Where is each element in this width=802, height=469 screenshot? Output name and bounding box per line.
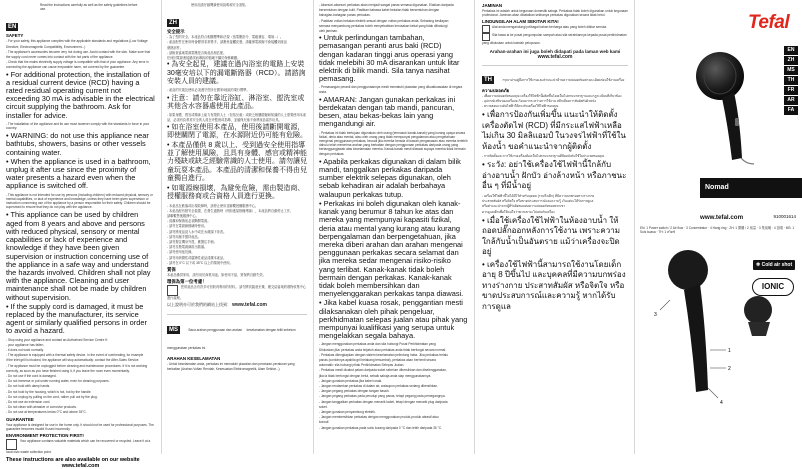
tab-fr[interactable]: FR [784, 86, 798, 95]
env-title: 環保為第一位考慮！ [167, 279, 207, 285]
tab-th[interactable]: TH [784, 76, 798, 85]
part-label-2: 2 [728, 366, 731, 372]
jaminan-title: JAMINAN [482, 3, 503, 8]
website-link[interactable]: www.tefal.com [232, 302, 267, 309]
lang-tag-zh: ZH [169, 20, 177, 27]
bathroom-warning: • When the appliance is used in a bathroom, unplug it after use since the proximity of water presents a hazard even when the appliance is switched off. [6, 156, 151, 191]
ionic-badge: IONIC [752, 278, 794, 296]
part-label-1: 1 [728, 348, 731, 354]
doc-code: 910001614 [773, 214, 796, 219]
top-note: 使用前請仔細閱讀使用說明和安全須知。 [191, 3, 249, 7]
th-safety-title: ความปลอดภัย [482, 87, 510, 93]
env-text-2: Sila bawa ia ke pusat pengumpulan sampah atau sila serahkannya kepada pusat perkhidmatan yang diluluskan untuk kaedah pelupusan. [482, 33, 627, 46]
rcd-warning: • 為安全起見，建議在過內浴室的電路上安裝30毫安培以下的漏電斷路器（RCD）。請諮詢安裝人員的建議。 [167, 61, 306, 86]
bathroom-warning: • Apabila perkakas digunakan di dalam bilik mandi, tanggalkan perkakas daripada sumber elektrik selepas digunakan, oleh sebab kehadiran air adalah berbahaya walaupun perkakas tutup. [319, 156, 461, 199]
top-note: Read the instructions carefully as well as the safety guidelines before use. [40, 3, 138, 12]
lang-tag-ms: MS [169, 327, 178, 334]
guarantee-text: Your appliance is designed for use in the home only. It should not be used for professional purposes. The guarantee becomes invalid if used incorrectly. [6, 422, 154, 431]
tab-zh[interactable]: ZH [784, 56, 798, 65]
guarantee-title: GUARANTEE [6, 416, 34, 422]
water-warning: • WARNING: do not use this appliance near bathtubs, showers, basins or other vessels containing water. [6, 131, 149, 157]
recycle-icon [482, 25, 490, 33]
guarantee-title: 質保 [167, 266, 176, 272]
water-warning: • AMARAN: Jangan gunakan perkakas ini berdekatan dengan tab mandi, pancuran, besen, atau bekas-bekas lain yang mengandungi air. [319, 94, 456, 129]
guarantee-text: 本產品僅供家用，請勿用於商業用途。如使用不當，質保將自動失效。 [167, 272, 266, 277]
install-note: - The installation of the appliance and its use must however comply with the standards in force in your country. [6, 121, 150, 131]
cold-air-badge: ❄ Cold air shot [753, 260, 795, 270]
env-text: 您的產品含有許多可回收再利用的材料。 請勿將其隨意丟棄，應交給當地的廢物收集中心進行處理。 [167, 285, 307, 301]
tail-text: - Jangan menggunakan perkakas anda dan sila hubungi Pusat Perkhidmatan yang Diluluskan jika: perkakas anda terjatuh atau perkakas anda tidak berfungsi secara normal. - Perkakas dilengkapkan dengan sistem keselamatan pelindung haba. Jika perkakas terlalu panas (contohnya apabila gril belakang tersumbat), perkakas akan berhenti secara automatik: sila hubungi pihak Perkhidmatan Selepas Jualan. - Perkakas mesti dicabut palam daripada soket sebelum dibersihkan dan diselenggarakan, jika ia tidak berfungsi dengan betul, sebaik sahaja anda siap menggunakannya. - Jangan gunakan perkakas jika kabel rosak. - Jangan rendamkan perkakas di dalam air, walaupun perkakas sedang dibersihkan. - Jangan pegang perkakas dengan tangan basah. - Jangan pegang perkakas pada penutup yang panas, tetapi pegang pada pemegangnya. - Jangan tanggalkan perkakas dengan menarik kabel, tetapi dengan menarik plug daripada soket. - Jangan gunakan penyambung elektrik. - Jangan membersihkan perkakas dengan menggunakan produk-produk abrasif atau korosif. - Jangan gunakan perkakas pada suhu kurang daripada 0 °C dan lebih daripada 35 °C. [319, 342, 448, 430]
children-note: - Perkakas ini tidak bertujuan digunakan oleh orang (termasuk kanak-kanak) yang kurang upaya secara fizikal, deria atau mental, atau oleh orang yang tidak mempunyai pengalaman atau pengetahuan mengenai penggunaan perkakas, kecuali jika mereka berada di bawah pengawasan atau mereka terlebih dahulu telah menerima arahan yang berkaitan dengan penggunaan perkakas daripada orang yang bertanggungjawab atas keselamatan mereka. Kanak-kanak mesti diawasi supaya mereka tidak bermain dengan perkakas. [319, 130, 468, 156]
recycle-icon [167, 285, 178, 296]
th-header: TH กรุณาอ่านคู่มือการใช้งานและคำแนะนำด้านความปลอดภัยอย่างละเอียดก่อนใช้งานเครื่อง [482, 65, 628, 86]
rcd-warning: • เพื่อการป้องกันเพิ่มขึ้น แนะนำให้ติดตั้งเครื่องตัดไฟ (RCD) ที่มีกระแสไฟฟ้าเหลือไม่เกิน 30 มิลลิแอมป์ ในวงจรไฟฟ้าที่ใช้ในห้องน้ำ ขอคำแนะนำจากผู้ติดตั้ง [482, 110, 626, 151]
model-name: Nomad [700, 178, 802, 198]
ms-intro: - Untuk keselamatan anda, perkakas ini mematuhi piawaian dan peraturan-peraturan yang berkaitan (Arahan Voltan Rendah, Kesesuaian Elektromagnetik, Alam Sekitar...). [167, 362, 295, 371]
snowflake-icon: ❄ [756, 262, 762, 268]
env-title: ENVIRONMENT PROTECTION FIRST! [6, 432, 84, 438]
tab-en[interactable]: EN [784, 46, 798, 55]
rcd-warning: • For additional protection, the installation of a residual current device (RCD) having a rated residual operating current not exceeding 30 mA is advisable in the electrical circuit supplying the bathroom. Ask for installer for advice. [6, 69, 155, 120]
parts-legend: EN: 1 Power switch / 2 Air flow · 3 Concentrator · 4 Hang ring · ZH: 1 開關 / 2 風量 · 3 集風嘴 · 4 掛環 · MS: 1 Suis kuasa · TH: 1 สวิตช์ [640, 226, 795, 235]
bathroom-warning: • 如在浴室使用本產品，使用後請斷開電源，即使關閉了電源，在水源附近仍可能有危險。 [167, 123, 307, 140]
cord-warning: • If the supply cord is damaged, it must be replaced by the manufacturer, its service agent or similarly qualified persons in order to avoid a hazard. [6, 301, 147, 336]
water-warning: • 注意：請勿在靠近浴缸、淋浴室、盥洗室或其他含水容器處使用此產品。 [167, 94, 305, 111]
website-link[interactable]: www.tefal.com [61, 463, 100, 469]
safety-title: SAFETY [6, 33, 24, 39]
info-line: Arahan-arahan ini juga boleh didapati pada laman web kami [489, 48, 621, 54]
age8-warning: • 本產品僅供 8 歲以上、受到過安全使用指導並了解使用風險，且具有身體、感官或精神能力殘缺或缺乏經驗常識的人士使用。請勿讓兒童玩耍本產品。本產品的清潔和保養不得由兒童獨自進行。 [167, 141, 307, 183]
brand-logo: Tefal [748, 12, 790, 33]
lang-tag-th: TH [484, 76, 492, 83]
install-note: - การติดตั้งและการใช้งานเครื่องต้องเป็นไปตามมาตรฐานที่มีผลบังคับใช้ในประเทศของคุณ [482, 154, 605, 159]
info-line: These instructions are also available on our website [6, 457, 140, 464]
language-tabs [784, 46, 798, 116]
safety-title: 安全提示 [167, 29, 185, 35]
install-note: - 產品的安裝及使用必須遵守您所在國家/地區的現行標準。 [167, 88, 250, 93]
info-line: 以上說明亦可於我們的網站上找到： [167, 302, 231, 308]
env-text-1: Alat anda mengandungi pelbagai bahan berharga atau yang boleh dikitar semula. [482, 25, 628, 33]
website-link[interactable]: www.tefal.com [537, 53, 573, 60]
page-en [0, 0, 160, 469]
cord-warning: • Jika kabel kuasa rosak, penggantian mesti dilaksanakan oleh pihak pengeluar, perkhidmatan selepas jualan atau pihak yang mempunyai kualifikasi yang serupa untuk mengelakkan segala bahaya. [319, 298, 468, 341]
age8-warning: • This appliance can be used by children aged from 8 years and above and persons with reduced physical, sensory or mental capabilities or lack of experience and knowledge if they have been given supervision or instruction concerning use of the appliance in a safe way and understand the hazards involved. Children shall not play with the appliance. Cleaning and user maintenance shall not be made by children without supervision. [6, 210, 151, 302]
recycle-icon [6, 439, 17, 450]
env-title: LINDUNGILAH ALAM SEKITAR KITA! [482, 19, 559, 25]
part-label-4: 4 [720, 400, 723, 406]
part-label-3: 3 [654, 312, 657, 318]
tab-fa[interactable]: FA [784, 106, 798, 115]
info-row [167, 302, 307, 308]
ms-safety-title: ARAHAN KESELAMATAN [167, 356, 221, 362]
age8-warning: • เครื่องใช้ไฟฟ้านี้สามารถใช้งานโดยเด็กอายุ 8 ปีขึ้นไป และบุคคลที่มีความบกพร่องทางร่างกาย ประสาทสัมผัส หรือจิตใจ หรือขาดประสบการณ์และความรู้ หากได้รับการดูแล [482, 259, 626, 311]
hair-dryer-image [694, 40, 764, 172]
bathroom-warning: • เมื่อใช้เครื่องใช้ไฟฟ้าในห้องอาบน้ำ ให้ถอดปลั๊กออกหลังการใช้งาน เพราะความใกล้กับน้ำเป็นอันตราย แม้ว่าเครื่องจะปิดอยู่ [482, 215, 620, 257]
page-ms [314, 0, 473, 454]
tab-ar[interactable]: AR [784, 96, 798, 105]
rcd-warning: • Untuk perlindungan tambahan, pemasangan peranti arus baki (RCD) dengan kadaran tinggi arus operasi yang tidak melebihi 30 mA disarankan untuk litar elektrik di bilik mandi. Sila tanya nasihat pemasang. [319, 33, 460, 84]
cord-warning: • 如電源線損壞，為避免危險，需由製造商、授權服務商或合資格人員進行更換。 [167, 184, 305, 201]
tab-ms[interactable]: MS [784, 66, 798, 75]
install-note: - Pemasangan peranti dan penggunaannya mesti mematuhi piawaian yang dikuatkuasakan di negara anda. [319, 85, 463, 94]
page-zh [162, 0, 312, 454]
intro-text: - For your safety, this appliance complies with the applicable standards and regulations (Low Voltage Directive, Electromagnetic Compatibility, Environment...) - The appliance's accessories become very hot during use. Avoid contact with the skin. Make sure that the supply cord never comes into contact with the hot parts of the appliance. - Check that the mains electricity supply voltage is compatible with that of your appliance. Any error in connecting the appliance can cause irreparable harm, not covered by the guarantee. [6, 39, 151, 70]
ms-header: MS Baca arahan penggunaan dan arahan keselamatan dengan teliti sebelum menggunakan perkakas ini. [167, 314, 307, 354]
env-text: Your appliance contains valuable materials which can be recovered or recycled. Leave it at a local civic waste collection point. [6, 438, 151, 454]
children-note: - เครื่องใช้ไฟฟ้านี้ไม่ได้มีไว้สำหรับบุคคล (รวมถึงเด็ก) ที่มีความบกพร่องทางร่างกาย ประสาทสัมผัส หรือจิตใจ หรือขาดประสบการณ์และความรู้ เว้นแต่จะได้รับการดูแล หรือคำแนะนำจากผู้ที่รับผิดชอบต่อความปลอดภัยของพวกเขา ควรดูแลเด็กเพื่อให้แน่ใจว่าพวกเขาจะไม่เล่นกับเครื่อง [482, 193, 595, 214]
intro-text: - 為了您的安全，本產品符合相關標準和法規（低電壓指令、電磁兼容、環境...）。 - 產品配件在使用時會變得非常燙手，請避免接觸皮膚。請確保電源線不會接觸到產品 發熱部件。 - 請檢查當地電源電壓是否與產品相匹配。 任何因電源連接錯誤而導致的損壞不屬於保修範圍。 [167, 35, 287, 61]
children-note: - 如果身體、感官或精神上能力有限的人士（包括兒童）或缺乏相關經驗和知識的人士需要使用本產品，必須有負責其安全的人員在旁監督或指導，並確保兒童不會將產品當作玩具。 [167, 113, 307, 122]
lang-tag-en: EN [8, 24, 17, 31]
tail-text: - 本產品在跌落或出現故障時，請停止使用並聯繫授權服務中心。 - 本產品配有熱安全裝置，在發生過熱時（例如進氣格柵堵塞），本產品將自動停止工作， 請聯繫售後服務中心。 - 清潔和保養前必須斷開電源。 - 請勿在電源線損壞時使用。 - 請勿將產品浸入水中或在水龍頭下沖洗。 - 請勿用濕手握持產品。 - 請勿握住機身外殼，應握住手柄。 - 請勿拉拽電源線拔出插頭。 - 請勿使用延長線。 - 請勿用研磨性或腐蝕性產品清潔本產品。 - 請勿在 0°C 以下或 35°C 以上的環境中使用。 [167, 203, 294, 265]
water-warning: • ระวัง: อย่าใช้เครื่องใช้ไฟฟ้านี้ใกล้กับอ่างอาบน้ำ ฝักบัว อ่างล้างหน้า หรือภาชนะอื่น ๆ ที่มีน้ำอยู่ [482, 160, 627, 191]
info-icon [482, 33, 490, 41]
jaminan-text: Perkakas ini adalah untuk kegunaan domestik sahaja. Perkakas tidak boleh digunakan untuk kegunaan profesional. Jaminan akan dibatalkan sekiranya perkakas digunakan secara tidak betul. [482, 9, 628, 18]
age8-warning: • Perkakas ini boleh digunakan oleh kanak-kanak yang berumur 8 tahun ke atas dan mereka yang mempunyai kapasiti fizikal, deria atau mental yang kurang atau kurang berpengalaman dan berpengetahuan, jika mereka diberi arahan dan arahan mengenai penggunaan perkakas secara selamat dan jika mereka sedar mengenai risiko-risiko yang terlibat. Kanak-kanak tidak boleh bermain dengan perkakas. Kanak-kanak tidak boleh membersihkan dan menyelenggarakan perkakas tanpa diawasi. [319, 198, 464, 299]
page-th [475, 0, 633, 454]
cover-website[interactable]: www.tefal.com [700, 214, 744, 221]
tail-text: - Stop using your appliance and contact an Authorised Service Centre if: - your appliance has fallen, - it does not work normally. - The appliance is equipped with a thermal safety device. In the event of overheating, for example if the inlet grill is blocked, the appliance will stop automatically: contact the After-Sales Service. - The appliance must be unplugged before cleaning and maintenance procedures. If it is not working correctly, as soon as you have finished using it, if you leave the room even momentarily. - Do not use if the cord is damaged. - Do not immerse or put under running water, even for cleaning purposes. - Do not hold with damp hands. - Do not hold by the housing, which is hot, but by the handle. - Do not unplug by pulling on the cord, rather pull out by the plug. - Do not use an extension cord. - Do not clean with abrasive or corrosive products. - Do not use at temperatures below 0°C and above 35°C. [6, 337, 148, 415]
children-note: - This appliance is not intended for use by persons (including children) with reduced physical, sensory or mental capabilities, or lack of experience and knowledge, unless they have been given supervision or instruction concerning use of the appliance by a person responsible for their safety. Children should be supervised to ensure that they do not play with the appliance. [6, 192, 153, 210]
intro-text: - Aksesori-aksesori perkakas akan menjadi sangat panas semasa digunakan. Elakkan daripada bersentuhan dengan kulit. Pastikan bahawa kabel bekalan tidak bersentuhan dengan bahagian-bahagian panas perkakas. - Pastikan voltan bekalan elektrik sesuai dengan voltan perkakas anda. Sebarang kesilapan semasa menyambung perkakas boleh menyebabkan kerosakan kekal yang tidak dilindungi oleh jaminan. [319, 3, 454, 34]
th-intro: - เพื่อความปลอดภัยของคุณ เครื่องใช้ไฟฟ้านี้ผลิตขึ้นโดยเป็นไปตามมาตรฐานและกฎระเบียบที่เกี่ยวข้อง - อุปกรณ์เสริมของเครื่องจะร้อนมากระหว่างการใช้งาน หลีกเลี่ยงการสัมผัสกับผิวหนัง - ตรวจสอบแรงดันไฟฟ้าให้ตรงกับเครื่องใช้ไฟฟ้าของคุณ [482, 93, 622, 109]
